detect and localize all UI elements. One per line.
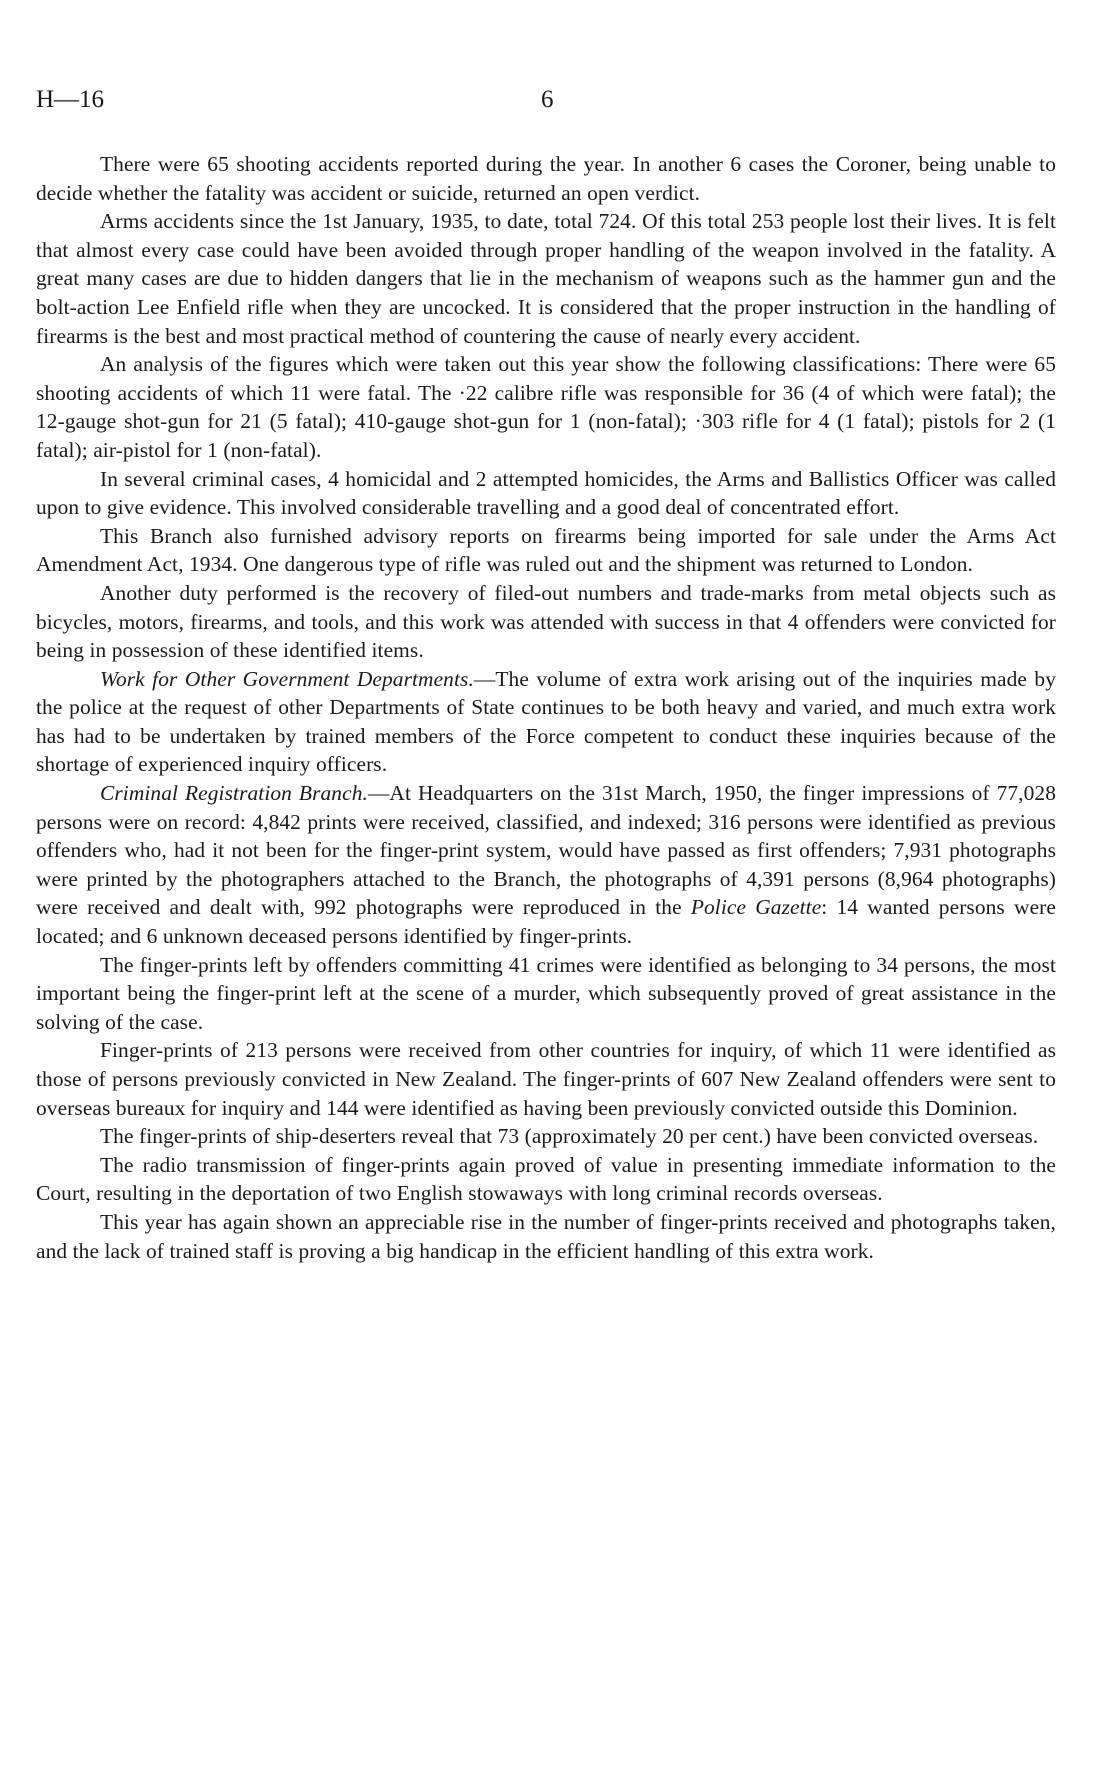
paragraph-text: This Branch also furnished advisory reports on firearms being imported for sale under the Arms Act Amendment Act, 1934. One dangerous type of rifle was ruled out and the shipment was returned to London. xyxy=(36,523,1056,577)
paragraph-shooting-accidents xyxy=(36,150,1056,207)
paragraph-arms-accidents-total xyxy=(36,207,1056,350)
paragraph-text: This year has again shown an appreciable rise in the number of finger-prints received and photographs taken, and the lack of trained staff is proving a big handicap in the efficient handling of this extra work. xyxy=(36,1209,1056,1263)
paragraph-other-departments xyxy=(36,665,1056,779)
paragraph-text: The radio transmission of finger-prints again proved of value in presenting immediate information to the Court, resulting in the deportation of two English stowaways with long criminal records overseas. xyxy=(36,1152,1056,1206)
paragraph-text: There were 65 shooting accidents reported during the year. In another 6 cases the Coroner, being unable to decide whether the fatality was accident or suicide, returned an open verdict. xyxy=(36,152,1056,205)
publication-title: Police Gazette xyxy=(690,895,822,920)
document-body xyxy=(36,150,1056,1265)
page-number: 6 xyxy=(541,86,554,113)
paragraph-text: The finger-prints left by offenders committing 41 crimes were identified as belonging to 34 persons, the most important being the finger-print left at the scene of a murder, which subsequently proved of great assistance in the solving of the case. xyxy=(36,952,1056,1034)
paragraph-ship-deserters xyxy=(36,1122,1056,1151)
paragraph-criminal-cases xyxy=(36,465,1056,522)
page-header xyxy=(36,86,1076,122)
paragraph-text: Another duty performed is the recovery of filed-out numbers and trade-marks from metal objects such as bicycles, motors, firearms, and tools, and this work was attended with success in that 4 offenders were convicted for being in possession of these identified items. xyxy=(36,580,1056,663)
paragraph-overseas-inquiries xyxy=(36,1036,1056,1122)
paragraph-text-continued: : 14 wanted persons were located; and 6 unknown deceased persons identified by finger-prints. xyxy=(36,895,1056,949)
paragraph-filed-out-numbers xyxy=(36,579,1056,665)
paragraph-text: The finger-prints of ship-deserters reveal that 73 (approximately 20 per cent.) have been convicted overseas. xyxy=(100,1124,1039,1149)
document-reference: H—16 xyxy=(36,86,105,113)
section-heading-criminal-registration: Criminal Registration Branch. xyxy=(100,781,368,806)
paragraph-crime-finger-prints xyxy=(36,951,1056,1037)
paragraph-text: —At Headquarters on the 31st March, 1950, the finger impressions of 77,028 persons were on record: 4,842 prints were received, classified, and indexed; 316 persons were identified as previous offenders who, had it not been for the finger-print system, would have passed as first offenders; 7,931 photographs were printed by the photographers attached to the Branch, the photographs of 4,391 persons (8,964 photographs) were received and dealt with, 992 photographs were reproduced in the xyxy=(36,781,1056,920)
paragraph-analysis-classifications xyxy=(36,350,1056,464)
paragraph-staff-handicap xyxy=(36,1208,1056,1265)
paragraph-text: Finger-prints of 213 persons were received from other countries for inquiry, of which 11 were identified as those of persons previously convicted in New Zealand. The finger-prints of 607 New Zealand offenders were sent to overseas bureaux for inquiry and 144 were identified as having been previously convicted outside this Dominion. xyxy=(36,1038,1056,1120)
section-heading-other-departments: Work for Other Government Departments. xyxy=(100,666,474,691)
paragraph-radio-transmission xyxy=(36,1151,1056,1208)
paragraph-advisory-reports xyxy=(36,522,1056,579)
paragraph-text: In several criminal cases, 4 homicidal and 2 attempted homicides, the Arms and Ballistics Officer was called upon to give evidence. This involved considerable travelling and a good deal of concentrated effort. xyxy=(36,466,1056,520)
paragraph-text: Arms accidents since the 1st January, 1935, to date, total 724. Of this total 253 people lost their lives. It is felt that almost every case could have been avoided through proper handling of the weapon involved in the fatality. A great many cases are due to hidden dangers that lie in the mechanism of weapons such as the hammer gun and the bolt-action Lee Enfield rifle when they are uncocked. It is considered that the proper instruction in the handling of firearms is the best and most practical method of countering the cause of nearly every accident. xyxy=(36,209,1056,348)
paragraph-text: —The volume of extra work arising out of the inquiries made by the police at the request of other Departments of State continues to be both heavy and varied, and much extra work has had to be undertaken by trained members of the Force competent to conduct these inquiries because of the shortage of experienced inquiry officers. xyxy=(36,666,1056,777)
paragraph-text: An analysis of the figures which were taken out this year show the following classifications: There were 65 shooting accidents of which 11 were fatal. The ·22 calibre rifle was responsible for 36 (4 of which were fatal); the 12-gauge shot-gun for 21 (5 fatal); 410-gauge shot-gun for 1 (non-fatal); ·303 rifle for 4 (1 fatal); pistols for 2 (1 fatal); air-pistol for 1 (non-fatal). xyxy=(36,352,1056,462)
paragraph-criminal-registration xyxy=(36,779,1056,951)
